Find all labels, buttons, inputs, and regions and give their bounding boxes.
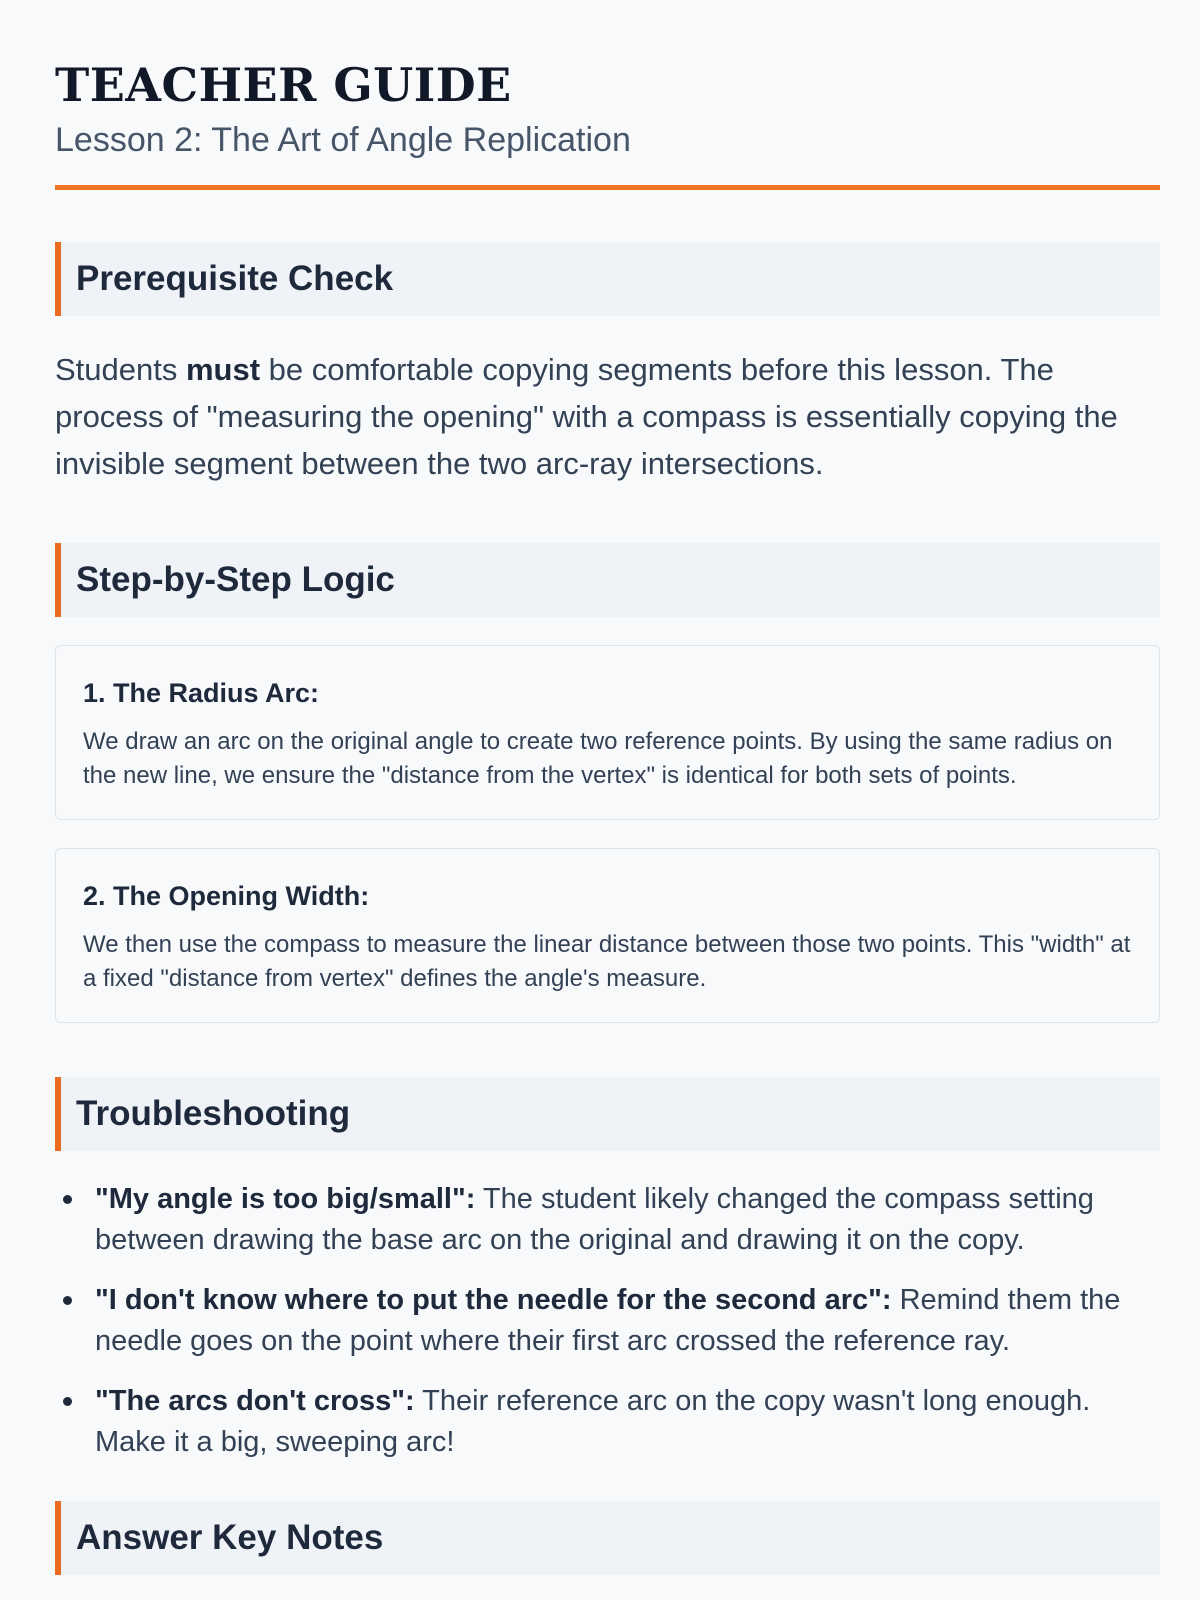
prerequisite-paragraph bbox=[55, 346, 1160, 487]
prerequisite-text-end: be comfortable copying segments before this lesson. The process of "measuring the opening" with a compass is essentially copying the invisible segment between the two arc-ray intersections. bbox=[55, 352, 1118, 482]
section-heading-logic: Step-by-Step Logic bbox=[55, 543, 1160, 617]
bullet-icon bbox=[63, 1397, 72, 1406]
step-card-radius-arc bbox=[55, 645, 1160, 820]
troubleshooting-text: Remind them the needle goes on the point where their first arc crossed the reference ray. bbox=[95, 1284, 1121, 1358]
troubleshooting-text: The student likely changed the compass setting between drawing the base arc on the original and drawing it on the copy. bbox=[95, 1183, 1094, 1257]
list-item bbox=[55, 1280, 1160, 1362]
section-heading-answer-key: Answer Key Notes bbox=[55, 1501, 1160, 1575]
troubleshooting-quote: "My angle is too big/small": bbox=[95, 1183, 476, 1216]
page-subtitle: Lesson 2: The Art of Angle Replication bbox=[55, 121, 631, 159]
troubleshooting-quote: "I don't know where to put the needle for the second arc": bbox=[95, 1284, 892, 1317]
step-card-body: We then use the compass to measure the linear distance between those two points. This "width" at a fixed "distance from vertex" defines the angle's measure. bbox=[83, 931, 1131, 993]
section-heading-prerequisite: Prerequisite Check bbox=[55, 242, 1160, 316]
step-card-body: We draw an arc on the original angle to create two reference points. By using the same radius on the new line, we ensure the "distance from the vertex" is identical for both sets of points. bbox=[83, 728, 1113, 790]
list-item bbox=[55, 1381, 1160, 1463]
troubleshooting-quote: "The arcs don't cross": bbox=[95, 1385, 415, 1418]
troubleshooting-text: Their reference arc on the copy wasn't long enough. Make it a big, sweeping arc! bbox=[95, 1385, 1091, 1459]
title-divider bbox=[55, 185, 1160, 190]
step-card-title: 2. The Opening Width: bbox=[83, 881, 370, 912]
bullet-icon bbox=[63, 1195, 72, 1204]
prerequisite-emphasis: must bbox=[185, 352, 261, 388]
troubleshooting-list bbox=[55, 1179, 1160, 1463]
list-item bbox=[55, 1179, 1160, 1261]
prerequisite-text-start: Students bbox=[55, 352, 186, 388]
section-heading-troubleshooting: Troubleshooting bbox=[55, 1077, 1160, 1151]
page-title: TEACHER GUIDE bbox=[55, 58, 512, 112]
step-card-title: 1. The Radius Arc: bbox=[83, 678, 320, 709]
step-card-opening-width bbox=[55, 848, 1160, 1023]
bullet-icon bbox=[63, 1296, 72, 1305]
